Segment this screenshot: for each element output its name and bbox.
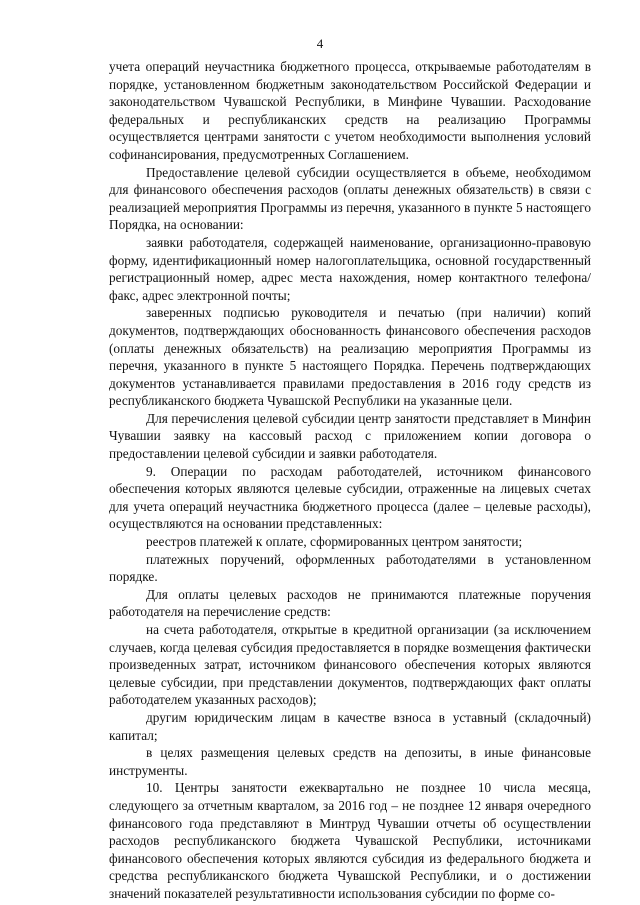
paragraph: заверенных подписью руководителя и печатью (при наличии) копий документов, подтверждающих обоснованность финансового обеспечения расходов (оплаты денежных обязательств) на реализацию мероприятия Программы из перечня, указанного в пункте 5 настоящего Порядка. Перечень подтверждающих документов устанавливается правилами предоставления в 2016 году средств из республиканского бюджета Чувашской Республики на указанные цели.: [109, 305, 591, 409]
paragraph: в целях размещения целевых средств на депозиты, в иные финансовые инструменты.: [109, 745, 591, 778]
paragraph: реестров платежей к оплате, сформированных центром занятости;: [146, 534, 523, 550]
document-body: [109, 58, 591, 903]
paragraph: другим юридическим лицам в качестве взноса в уставный (складочный) капитал;: [109, 709, 591, 743]
paragraph: 9. Операции по расходам работодателей, источником финансового обеспечения которых являются целевые субсидии, отраженные на лицевых счетах для учета операций неучастника бюджетного процесса (далее – целевые расходы), осуществляются на основании представленных:: [109, 463, 591, 532]
paragraph: заявки работодателя, содержащей наименование, организационно-правовую форму, идентификационный номер налогоплательщика, основной государственный регистрационный номер, адрес места нахождения, номер контактного телефона/факс, адрес электронной почты;: [109, 234, 591, 303]
paragraph: Для перечисления целевой субсидии центр занятости представляет в Минфин Чувашии заявку на кассовый расход с приложением копии договора о предоставлении целевой субсидии и заявки работодателя.: [109, 410, 591, 462]
paragraph: 10. Центры занятости ежеквартально не позднее 10 числа месяца, следующего за отчетным кварталом, за 2016 год – не позднее 12 января очередного финансового года представляют в Минтруд Чувашии отчеты об осуществлении расходов республиканского бюджета Чувашской Республики, источниками финансового обеспечения которых являются субсидия из федерального бюджета и средства республиканского бюджета Чувашской Республики, и о достижении значений показателей результативности использования субсидии по форме со-: [109, 780, 591, 901]
paragraph: на счета работодателя, открытые в кредитной организации (за исключением случаев, когда целевая субсидия предоставляется в порядке возмещения фактически произведенных затрат, источником финансового обеспечения которых являются целевые субсидии, при представлении документов, подтверждающих факт оплаты работодателем указанных расходов);: [109, 622, 591, 708]
paragraph: учета операций неучастника бюджетного процесса, открываемые работодателям в порядке, установленном бюджетным законодательством Российской Федерации и законодательством Чувашской Республики, в Минфине Чувашии. Расходование федеральных и республиканских средств на реализацию Программы осуществляется центрами занятости с учетом необходимости выполнения условий софинансирования, предусмотренных Соглашением.: [109, 59, 591, 162]
paragraph: платежных поручений, оформленных работодателями в установленном порядке.: [109, 551, 591, 585]
page-number: 4: [316, 36, 324, 51]
paragraph: Предоставление целевой субсидии осуществляется в объеме, необходимом для финансового обеспечения расходов (оплаты денежных обязательств) в связи с реализацией мероприятия Программы из перечня, указанного в пункте 5 настоящего Порядка, на основании:: [109, 164, 591, 233]
paragraph: Для оплаты целевых расходов не принимаются платежные поручения работодателя на перечисление средств:: [109, 586, 591, 620]
